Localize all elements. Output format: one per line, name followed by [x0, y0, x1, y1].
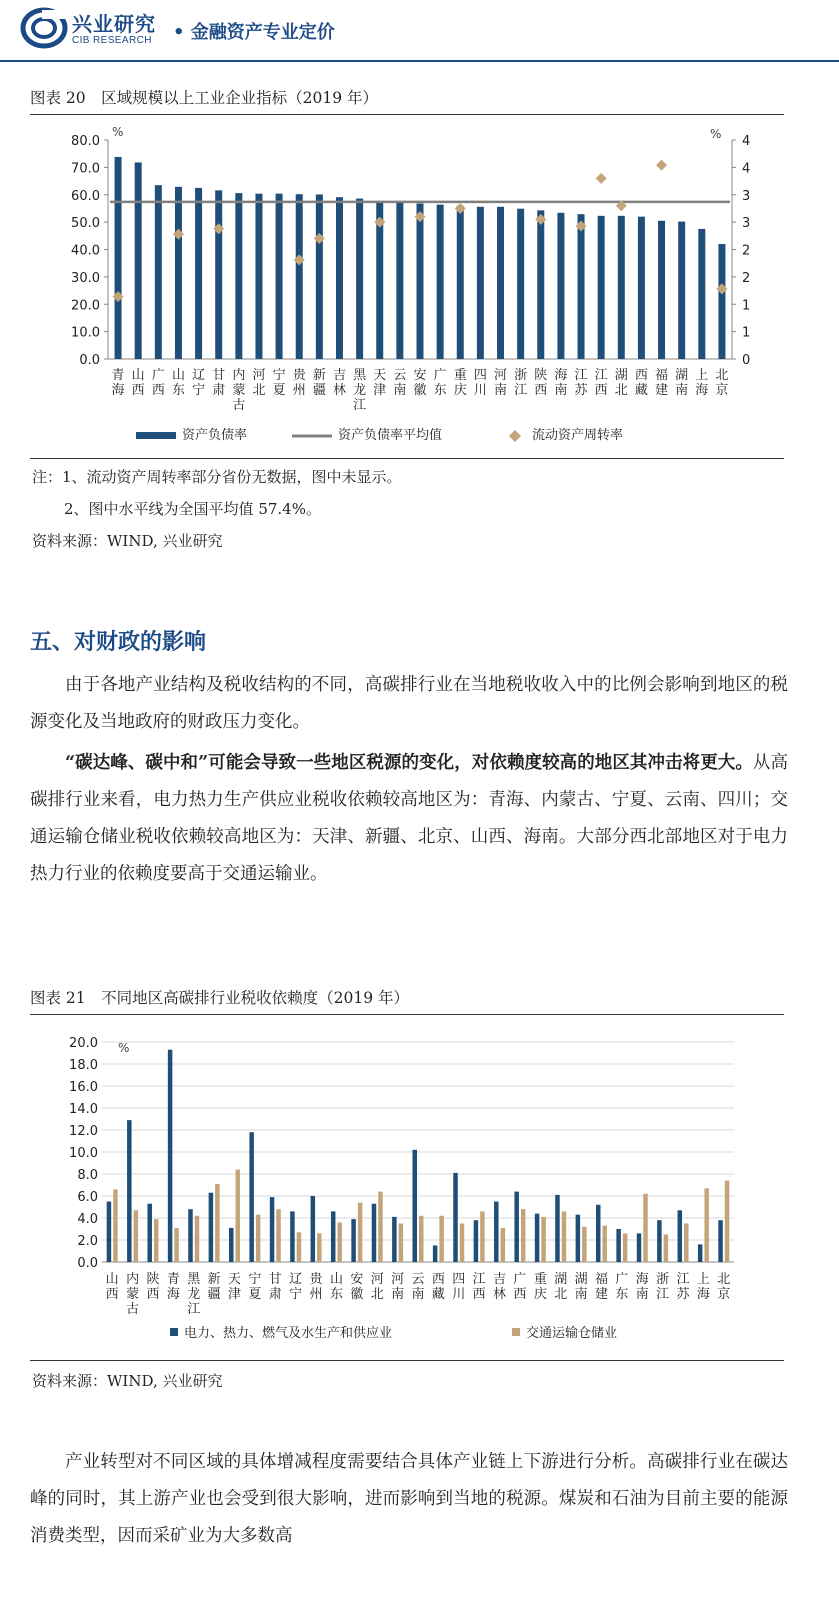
x-label-河南: 河南 [391, 1272, 405, 1302]
legend-swatch-transport [512, 1328, 520, 1336]
x-label-河北: 河北 [370, 1272, 384, 1302]
bar-transport-北京 [725, 1181, 730, 1262]
y-tick-label: 4.0 [77, 1212, 98, 1227]
bar-transport-辽宁 [297, 1232, 302, 1262]
bar-power-宁夏 [249, 1132, 254, 1262]
left-tick-label: 20.0 [71, 298, 100, 314]
turnover-marker-甘肃 [213, 223, 224, 234]
bar-power-甘肃 [270, 1197, 275, 1262]
x-label-湖南: 湖南 [675, 368, 689, 398]
y-tick-label: 18.0 [69, 1058, 98, 1073]
bar-power-广西 [514, 1192, 519, 1262]
bar-山西 [135, 162, 142, 359]
bar-甘肃 [215, 190, 222, 359]
bar-北京 [718, 244, 725, 359]
y-tick-label: 0.0 [77, 1256, 98, 1271]
bar-power-山西 [107, 1202, 112, 1263]
bar-transport-重庆 [541, 1217, 546, 1262]
figure-21-chart [30, 1020, 790, 1360]
bar-power-贵州 [311, 1196, 316, 1262]
x-label-浙江: 浙江 [656, 1272, 670, 1302]
closing-paragraph: 产业转型对不同区域的具体增减程度需要结合具体产业链上下游进行分析。高碳排行业在碳达峰的同时，其上游产业也会受到很大影响，进而影响到当地的税源。煤炭和石油为目前主要的能源消费类型，因而采矿业为大多数高 [30, 1452, 788, 1546]
bar-transport-天津 [236, 1170, 241, 1262]
x-label-海南: 海南 [635, 1272, 649, 1302]
figure-21-bottom-rule [30, 1360, 784, 1361]
y-tick-label: 14.0 [69, 1102, 98, 1117]
bar-power-北京 [718, 1220, 723, 1262]
x-label-宁夏: 宁夏 [272, 368, 286, 398]
bar-广西 [155, 185, 162, 359]
bar-transport-福建 [602, 1226, 607, 1262]
x-label-陕西: 陕西 [146, 1272, 160, 1302]
x-label-吉林: 吉林 [493, 1272, 507, 1302]
bar-transport-广东 [623, 1233, 628, 1262]
x-label-新疆: 新疆 [312, 368, 326, 398]
bar-江西 [598, 216, 605, 359]
figure-20-bottom-rule [30, 458, 784, 459]
turnover-marker-江西 [596, 173, 607, 184]
bar-海南 [557, 213, 564, 359]
bar-transport-安徽 [358, 1203, 363, 1262]
bar-山东 [175, 187, 182, 359]
left-tick-label: 10.0 [71, 325, 100, 341]
legend-label-marker: 流动资产周转率 [532, 428, 624, 443]
bar-陕西 [537, 210, 544, 359]
left-tick-label: 30.0 [71, 270, 100, 286]
x-label-江西: 江西 [594, 368, 608, 398]
bar-黑龙江 [356, 199, 363, 359]
x-label-北京: 北京 [717, 1272, 731, 1302]
figure-20-source: 资料来源：WIND, 兴业研究 [32, 532, 223, 550]
bar-内蒙古 [235, 193, 242, 359]
page-header [0, 0, 839, 62]
x-label-广西: 广西 [151, 368, 165, 398]
bar-青海 [115, 157, 122, 359]
bar-湖北 [618, 216, 625, 359]
bar-宁夏 [276, 194, 283, 359]
bar-power-内蒙古 [127, 1120, 132, 1262]
bar-上海 [698, 229, 705, 359]
right-tick-label: 3 [742, 216, 751, 232]
x-label-湖南: 湖南 [574, 1272, 588, 1302]
x-label-浙江: 浙江 [514, 368, 528, 398]
bar-power-吉林 [494, 1202, 499, 1263]
y-tick-label: 2.0 [77, 1234, 98, 1249]
x-label-云南: 云南 [393, 368, 407, 398]
bar-云南 [396, 203, 403, 359]
bar-广东 [437, 205, 444, 359]
bar-power-河南 [392, 1217, 397, 1262]
x-label-陕西: 陕西 [534, 368, 548, 398]
turnover-marker-新疆 [314, 233, 325, 244]
x-label-广东: 广东 [433, 368, 447, 398]
bar-浙江 [517, 209, 524, 359]
bar-transport-江西 [480, 1211, 485, 1262]
y-tick-label: 8.0 [77, 1168, 98, 1183]
y-tick-label: 12.0 [69, 1124, 98, 1139]
figure-20-top-rule [30, 114, 784, 115]
bar-河南 [497, 207, 504, 359]
bar-power-浙江 [657, 1220, 662, 1262]
x-label-重庆: 重庆 [533, 1272, 547, 1302]
x-label-内蒙古: 内蒙古 [126, 1272, 140, 1317]
right-tick-label: 3 [742, 188, 751, 204]
bar-power-山东 [331, 1211, 336, 1262]
bar-transport-浙江 [664, 1235, 669, 1263]
bar-power-江西 [474, 1220, 479, 1262]
logo-text-en: CIB RESEARCH [72, 35, 152, 46]
bar-transport-内蒙古 [134, 1210, 139, 1262]
header-divider [0, 60, 839, 62]
x-label-黑龙江: 黑龙江 [187, 1272, 201, 1317]
turnover-marker-福建 [656, 160, 667, 171]
right-tick-label: 1 [742, 325, 751, 341]
figure-21-top-rule [30, 1014, 784, 1015]
x-label-西藏: 西藏 [431, 1272, 445, 1302]
figure-20-note-2: 2、图中水平线为全国平均值 57.4%。 [64, 500, 321, 518]
left-tick-label: 60.0 [71, 188, 100, 204]
section-heading: 五、对财政的影响 [30, 630, 207, 655]
bar-power-河北 [372, 1204, 377, 1262]
x-label-四川: 四川 [473, 368, 487, 398]
logo-text-cn: 兴业研究 [72, 12, 156, 36]
bar-transport-西藏 [439, 1216, 444, 1262]
turnover-marker-重庆 [455, 203, 466, 214]
x-label-福建: 福建 [594, 1272, 608, 1302]
bar-power-江苏 [678, 1210, 683, 1262]
x-label-河南: 河南 [494, 368, 508, 398]
bar-transport-甘肃 [276, 1209, 281, 1262]
x-label-青海: 青海 [111, 368, 125, 398]
y-tick-label: 16.0 [69, 1080, 98, 1095]
legend-label-power: 电力、热力、燃气及水生产和供应业 [184, 1326, 393, 1341]
bar-新疆 [316, 194, 323, 359]
x-label-内蒙古: 内蒙古 [232, 368, 246, 413]
x-label-河北: 河北 [252, 368, 266, 398]
figure-20-note-1: 注：1、流动资产周转率部分省份无数据，图中未显示。 [32, 468, 402, 486]
x-label-山东: 山东 [329, 1272, 343, 1302]
bar-power-云南 [413, 1150, 418, 1262]
bar-transport-新疆 [215, 1184, 220, 1262]
turnover-marker-江苏 [576, 220, 587, 231]
bar-湖南 [678, 222, 685, 359]
right-tick-label: 4 [742, 134, 751, 149]
x-label-江苏: 江苏 [676, 1272, 690, 1302]
bar-transport-湖南 [582, 1227, 587, 1262]
bar-河北 [255, 194, 262, 359]
turnover-marker-天津 [374, 217, 385, 228]
x-label-云南: 云南 [411, 1272, 425, 1302]
bar-transport-河南 [399, 1224, 404, 1263]
paragraph-2-bold: “碳达峰、碳中和”可能会导致一些地区税源的变化，对依赖度较高的地区其冲击将更大。 [65, 753, 753, 773]
right-tick-label: 4 [742, 161, 751, 177]
bar-transport-陕西 [154, 1219, 159, 1262]
right-tick-label: 2 [742, 270, 751, 286]
cib-logo-icon [20, 6, 68, 50]
bar-power-湖南 [576, 1215, 581, 1262]
x-label-江苏: 江苏 [574, 368, 588, 398]
x-label-山西: 山西 [105, 1272, 119, 1302]
bar-power-重庆 [535, 1214, 540, 1262]
bar-power-黑龙江 [188, 1209, 193, 1262]
bar-power-广东 [616, 1229, 621, 1262]
figure-20-title: 图表 20 区域规模以上工业企业指标（2019 年） [30, 89, 379, 107]
turnover-marker-安徽 [415, 211, 426, 222]
left-tick-label: 80.0 [71, 134, 100, 149]
bar-transport-江苏 [684, 1224, 689, 1263]
legend-swatch-power [170, 1328, 178, 1336]
x-label-上海: 上海 [696, 1272, 710, 1302]
left-tick-label: 0.0 [79, 353, 100, 368]
x-label-黑龙江: 黑龙江 [353, 368, 367, 413]
x-label-宁夏: 宁夏 [248, 1272, 262, 1302]
x-label-四川: 四川 [452, 1272, 466, 1302]
turnover-marker-青海 [113, 291, 124, 302]
bar-power-安徽 [351, 1219, 356, 1262]
x-label-甘肃: 甘肃 [212, 368, 226, 398]
turnover-marker-陕西 [535, 214, 546, 225]
bar-transport-广西 [521, 1209, 526, 1262]
bar-power-青海 [168, 1050, 173, 1262]
x-label-新疆: 新疆 [207, 1272, 221, 1302]
bar-transport-四川 [460, 1224, 465, 1263]
x-label-天津: 天津 [228, 1272, 242, 1302]
bar-transport-河北 [378, 1192, 383, 1262]
bar-power-西藏 [433, 1246, 438, 1263]
right-tick-label: 2 [742, 243, 751, 259]
bar-吉林 [336, 197, 343, 359]
y-tick-label: 10.0 [69, 1146, 98, 1161]
section-paragraph-2 [30, 745, 788, 893]
bar-transport-山东 [337, 1222, 342, 1262]
x-label-重庆: 重庆 [453, 368, 467, 398]
bar-transport-黑龙江 [195, 1216, 200, 1262]
bar-福建 [658, 221, 665, 359]
bar-power-辽宁 [290, 1211, 295, 1262]
left-tick-label: 50.0 [71, 216, 100, 232]
legend-swatch-marker [509, 430, 521, 442]
right-tick-label: 1 [742, 298, 751, 314]
bar-transport-吉林 [501, 1228, 506, 1262]
bar-安徽 [417, 204, 424, 359]
turnover-marker-北京 [716, 283, 727, 294]
x-label-海南: 海南 [554, 368, 568, 398]
bar-power-福建 [596, 1205, 601, 1262]
left-tick-label: 70.0 [71, 161, 100, 177]
legend-label-line: 资产负债率平均值 [338, 428, 443, 443]
bar-transport-贵州 [317, 1233, 322, 1262]
y-tick-label: 20.0 [69, 1036, 98, 1051]
x-label-山西: 山西 [131, 368, 145, 398]
bar-重庆 [457, 206, 464, 359]
bar-四川 [477, 207, 484, 359]
turnover-marker-山东 [173, 229, 184, 240]
bar-power-上海 [698, 1244, 703, 1262]
x-label-贵州: 贵州 [309, 1272, 323, 1302]
bar-transport-海南 [643, 1194, 648, 1262]
bar-transport-上海 [704, 1188, 709, 1262]
bar-power-天津 [229, 1228, 234, 1262]
x-label-青海: 青海 [166, 1272, 180, 1302]
x-label-西藏: 西藏 [634, 368, 648, 398]
x-label-安徽: 安徽 [350, 1272, 364, 1302]
x-label-辽宁: 辽宁 [289, 1272, 303, 1302]
figure-21-title: 图表 21 不同地区高碳排行业税收依赖度（2019 年） [30, 989, 410, 1007]
bar-transport-宁夏 [256, 1215, 261, 1262]
bar-transport-云南 [419, 1216, 424, 1262]
x-label-北京: 北京 [715, 368, 729, 398]
bar-贵州 [296, 194, 303, 359]
bar-power-湖北 [555, 1195, 560, 1262]
figure-20-chart [30, 118, 790, 460]
paragraph-2-text: 从高碳排行业来看，电力热力生产供应业税收依赖较高地区为：青海、内蒙古、宁夏、云南、四川；交通运输仓储业税收依赖较高地区为：天津、新疆、北京、山西、海南。大部分西北部地区对于电力热力行业的依赖度要高于交通运输业。 [30, 753, 788, 884]
x-label-贵州: 贵州 [292, 368, 306, 398]
bar-power-新疆 [209, 1193, 214, 1262]
legend-label-transport: 交通运输仓储业 [526, 1326, 618, 1341]
bar-西藏 [638, 217, 645, 359]
right-unit-label: % [710, 127, 722, 141]
x-label-江西: 江西 [472, 1272, 486, 1302]
x-label-山东: 山东 [171, 368, 185, 398]
bar-transport-山西 [113, 1189, 118, 1262]
x-label-福建: 福建 [655, 368, 669, 398]
bar-辽宁 [195, 188, 202, 359]
x-label-广东: 广东 [615, 1272, 629, 1302]
x-label-甘肃: 甘肃 [268, 1272, 282, 1302]
x-label-上海: 上海 [695, 368, 709, 398]
section-paragraph-1: 由于各地产业结构及税收结构的不同，高碳排行业在当地税收收入中的比例会影响到地区的税源变化及当地政府的财政压力变化。 [30, 675, 788, 732]
x-label-吉林: 吉林 [332, 368, 346, 398]
x-label-安徽: 安徽 [413, 368, 427, 398]
bar-power-海南 [637, 1233, 642, 1262]
legend-label-bar: 资产负债率 [182, 428, 248, 443]
header-tagline: • 金融资产专业定价 [173, 22, 335, 43]
legend-swatch-bar [136, 432, 176, 439]
right-tick-label: 0 [742, 353, 751, 368]
x-label-辽宁: 辽宁 [192, 368, 206, 398]
bar-transport-青海 [174, 1228, 179, 1262]
bar-transport-湖北 [562, 1211, 567, 1262]
bar-power-陕西 [147, 1204, 152, 1262]
bar-江苏 [578, 214, 585, 359]
bar-power-四川 [453, 1173, 458, 1262]
left-unit-label: % [112, 125, 124, 139]
left-tick-label: 40.0 [71, 243, 100, 259]
figure-21-source: 资料来源：WIND, 兴业研究 [32, 1372, 223, 1390]
turnover-marker-贵州 [294, 254, 305, 265]
x-label-湖北: 湖北 [614, 368, 628, 398]
y-unit-label: % [118, 1041, 130, 1055]
y-tick-label: 6.0 [77, 1190, 98, 1205]
x-label-湖北: 湖北 [554, 1272, 568, 1302]
x-label-天津: 天津 [373, 368, 387, 398]
x-label-广西: 广西 [513, 1272, 527, 1302]
